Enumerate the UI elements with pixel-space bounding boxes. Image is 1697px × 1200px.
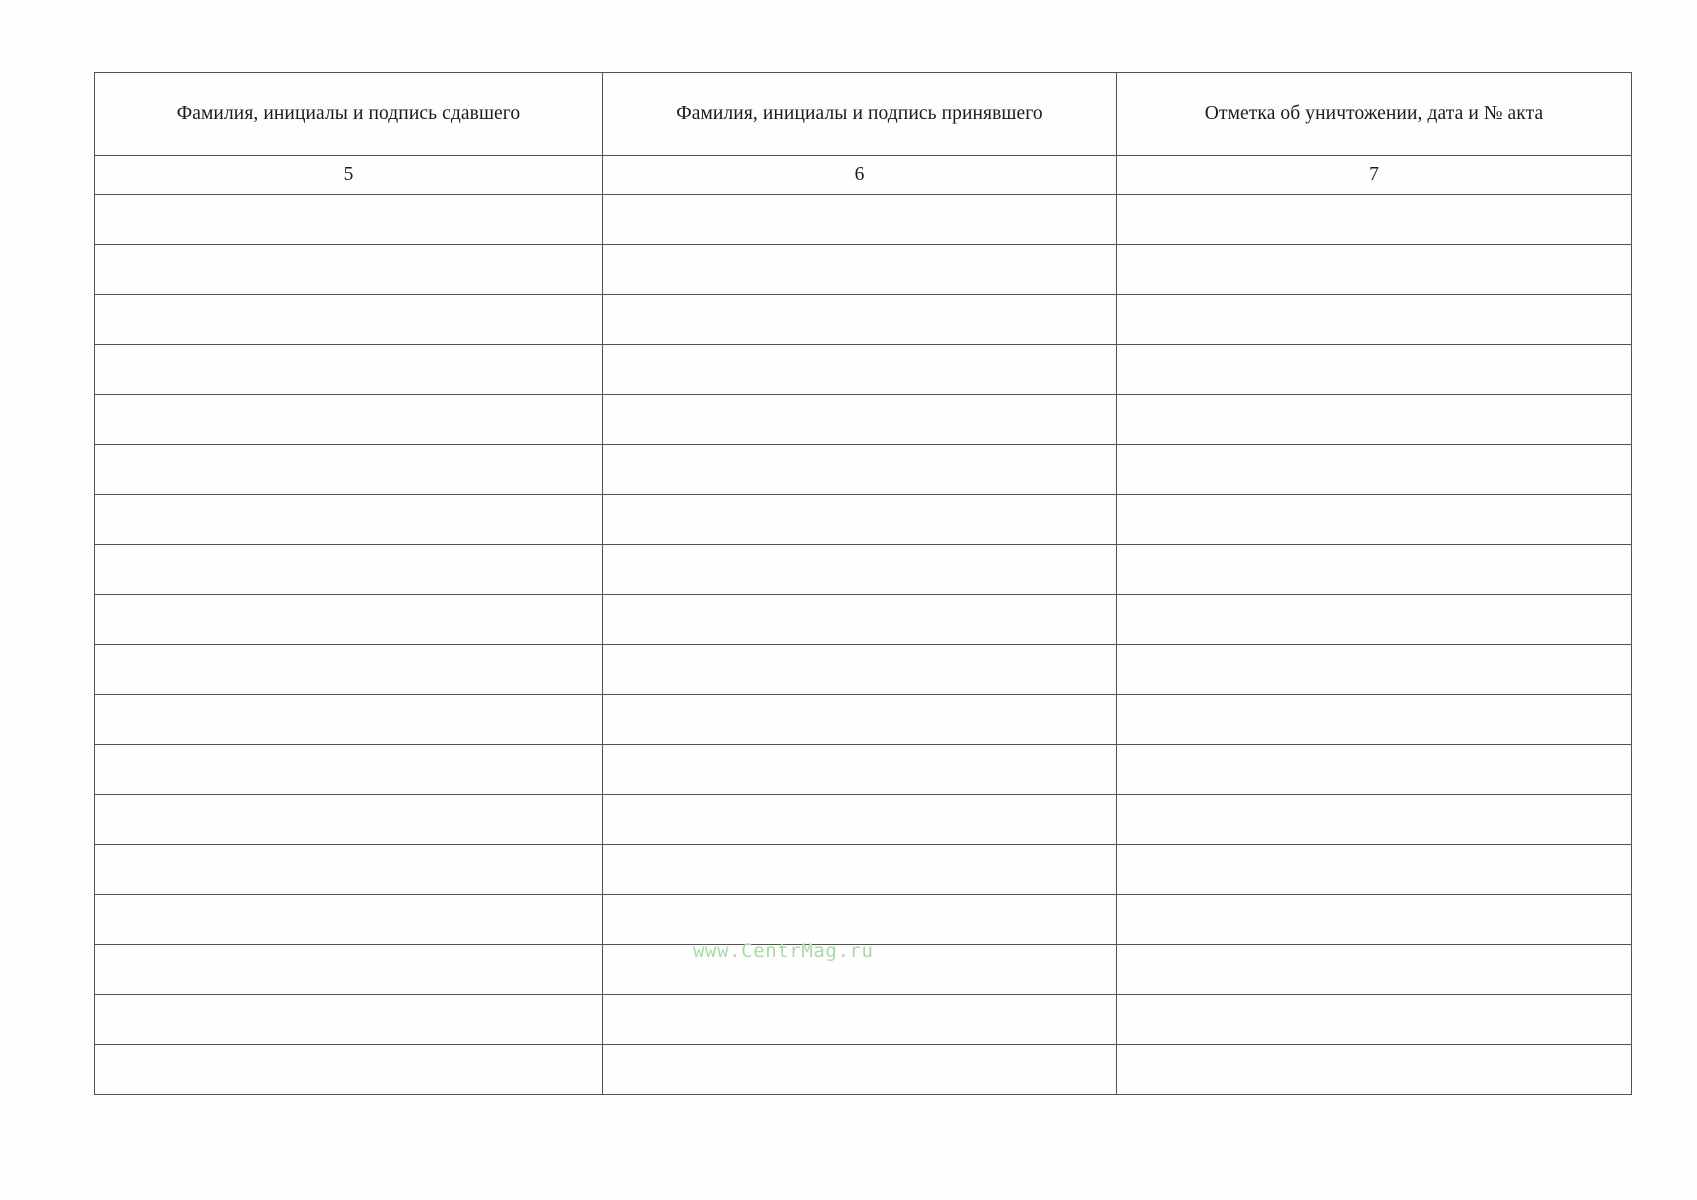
cell-destruction-note[interactable]	[1117, 745, 1632, 795]
cell-surname-handed-over[interactable]	[95, 995, 603, 1045]
cell-surname-handed-over[interactable]	[95, 895, 603, 945]
cell-surname-handed-over[interactable]	[95, 345, 603, 395]
table-row	[95, 895, 1632, 945]
cell-destruction-note[interactable]	[1117, 495, 1632, 545]
cell-destruction-note[interactable]	[1117, 795, 1632, 845]
cell-surname-received[interactable]	[603, 195, 1117, 245]
cell-destruction-note[interactable]	[1117, 445, 1632, 495]
cell-surname-received[interactable]	[603, 495, 1117, 545]
cell-surname-handed-over[interactable]	[95, 595, 603, 645]
table-row	[95, 545, 1632, 595]
cell-destruction-note[interactable]	[1117, 395, 1632, 445]
column-number-7: 7	[1117, 156, 1632, 195]
cell-surname-handed-over[interactable]	[95, 395, 603, 445]
cell-surname-handed-over[interactable]	[95, 245, 603, 295]
cell-surname-received[interactable]	[603, 245, 1117, 295]
table-row	[95, 795, 1632, 845]
cell-surname-received[interactable]	[603, 295, 1117, 345]
cell-destruction-note[interactable]	[1117, 895, 1632, 945]
cell-surname-received[interactable]	[603, 445, 1117, 495]
table-row	[95, 295, 1632, 345]
header-row	[95, 73, 1632, 156]
cell-destruction-note[interactable]	[1117, 545, 1632, 595]
cell-surname-received[interactable]	[603, 895, 1117, 945]
cell-surname-handed-over[interactable]	[95, 795, 603, 845]
table-row	[95, 595, 1632, 645]
cell-surname-received[interactable]	[603, 845, 1117, 895]
cell-surname-received[interactable]	[603, 745, 1117, 795]
cell-destruction-note[interactable]	[1117, 595, 1632, 645]
cell-destruction-note[interactable]	[1117, 345, 1632, 395]
table-row	[95, 495, 1632, 545]
cell-surname-handed-over[interactable]	[95, 695, 603, 745]
column-header-destruction-note: Отметка об уничтожении, дата и № акта	[1117, 73, 1632, 156]
cell-surname-received[interactable]	[603, 645, 1117, 695]
cell-surname-handed-over[interactable]	[95, 1045, 603, 1095]
cell-destruction-note[interactable]	[1117, 995, 1632, 1045]
cell-surname-received[interactable]	[603, 345, 1117, 395]
cell-surname-handed-over[interactable]	[95, 545, 603, 595]
cell-surname-handed-over[interactable]	[95, 745, 603, 795]
column-header-surname-handed-over: Фамилия, инициалы и подпись сдавшего	[95, 73, 603, 156]
cell-surname-received[interactable]	[603, 695, 1117, 745]
table-row	[95, 745, 1632, 795]
cell-surname-received[interactable]	[603, 1045, 1117, 1095]
cell-surname-handed-over[interactable]	[95, 445, 603, 495]
table-header	[95, 73, 1632, 195]
table-row	[95, 245, 1632, 295]
cell-destruction-note[interactable]	[1117, 645, 1632, 695]
cell-surname-handed-over[interactable]	[95, 195, 603, 245]
table-row	[95, 445, 1632, 495]
column-header-surname-received: Фамилия, инициалы и подпись принявшего	[603, 73, 1117, 156]
cell-surname-received[interactable]	[603, 795, 1117, 845]
cell-surname-handed-over[interactable]	[95, 845, 603, 895]
cell-surname-handed-over[interactable]	[95, 645, 603, 695]
table-row	[95, 645, 1632, 695]
cell-surname-handed-over[interactable]	[95, 495, 603, 545]
cell-surname-received[interactable]	[603, 995, 1117, 1045]
cell-surname-handed-over[interactable]	[95, 945, 603, 995]
table-row	[95, 845, 1632, 895]
cell-destruction-note[interactable]	[1117, 845, 1632, 895]
cell-surname-handed-over[interactable]	[95, 295, 603, 345]
cell-surname-received[interactable]	[603, 595, 1117, 645]
column-number-row	[95, 156, 1632, 195]
cell-surname-received[interactable]	[603, 395, 1117, 445]
table-row	[95, 195, 1632, 245]
column-number-5: 5	[95, 156, 603, 195]
table-row	[95, 345, 1632, 395]
cell-destruction-note[interactable]	[1117, 695, 1632, 745]
column-number-6: 6	[603, 156, 1117, 195]
watermark: www.CentrMag.ru	[693, 940, 874, 962]
cell-destruction-note[interactable]	[1117, 1045, 1632, 1095]
cell-surname-received[interactable]	[603, 545, 1117, 595]
cell-destruction-note[interactable]	[1117, 945, 1632, 995]
cell-destruction-note[interactable]	[1117, 195, 1632, 245]
table-row	[95, 695, 1632, 745]
table-row	[95, 1045, 1632, 1095]
cell-destruction-note[interactable]	[1117, 295, 1632, 345]
table-row	[95, 995, 1632, 1045]
cell-destruction-note[interactable]	[1117, 245, 1632, 295]
table-row	[95, 395, 1632, 445]
